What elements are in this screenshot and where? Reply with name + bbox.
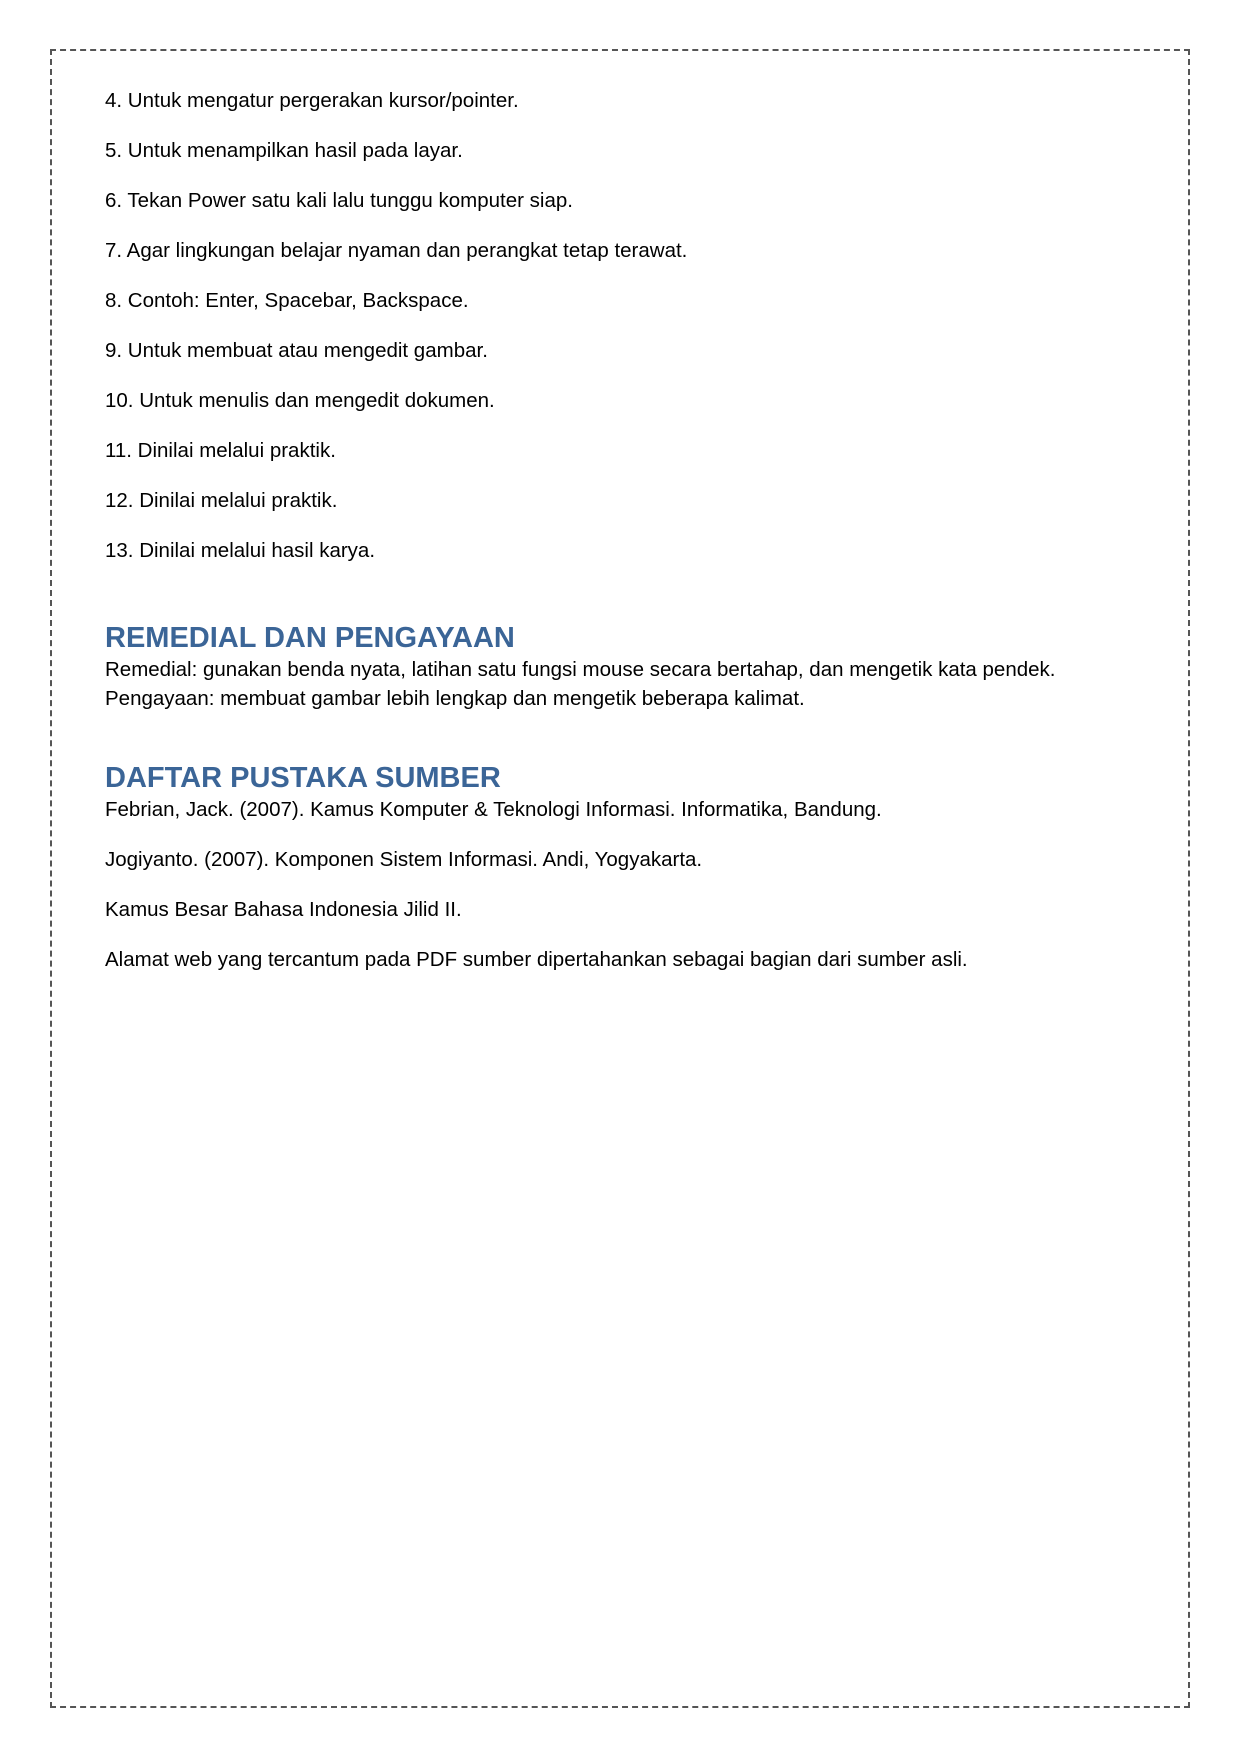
remedial-text: Remedial: gunakan benda nyata, latihan satu fungsi mouse secara bertahap, dan mengetik kata pendek.	[105, 658, 1056, 681]
reference-item: Alamat web yang tercantum pada PDF sumber dipertahankan sebagai bagian dari sumber asli.	[105, 948, 968, 971]
answer-item: 13. Dinilai melalui hasil karya.	[105, 539, 376, 562]
answer-item: 4. Untuk mengatur pergerakan kursor/pointer.	[105, 89, 519, 112]
answer-item: 10. Untuk menulis dan mengedit dokumen.	[105, 389, 495, 412]
reference-item: Febrian, Jack. (2007). Kamus Komputer & Teknologi Informasi. Informatika, Bandung.	[105, 798, 882, 821]
answer-item: 8. Contoh: Enter, Spacebar, Backspace.	[105, 289, 469, 312]
answer-item: 12. Dinilai melalui praktik.	[105, 489, 338, 512]
remedial-heading: REMEDIAL DAN PENGAYAAN	[105, 622, 515, 654]
pengayaan-text: Pengayaan: membuat gambar lebih lengkap dan mengetik beberapa kalimat.	[105, 687, 805, 710]
answer-item: 5. Untuk menampilkan hasil pada layar.	[105, 139, 463, 162]
answer-item: 7. Agar lingkungan belajar nyaman dan perangkat tetap terawat.	[105, 239, 688, 262]
answer-key-list	[105, 86, 1165, 586]
answer-item: 9. Untuk membuat atau mengedit gambar.	[105, 339, 488, 362]
answer-item: 11. Dinilai melalui praktik.	[105, 439, 336, 462]
bibliography-list	[105, 795, 1165, 995]
reference-item: Kamus Besar Bahasa Indonesia Jilid II.	[105, 898, 462, 921]
reference-item: Jogiyanto. (2007). Komponen Sistem Informasi. Andi, Yogyakarta.	[105, 848, 703, 871]
answer-item: 6. Tekan Power satu kali lalu tunggu komputer siap.	[105, 189, 573, 212]
bibliography-heading: DAFTAR PUSTAKA SUMBER	[105, 762, 501, 794]
document-content	[105, 86, 1165, 995]
